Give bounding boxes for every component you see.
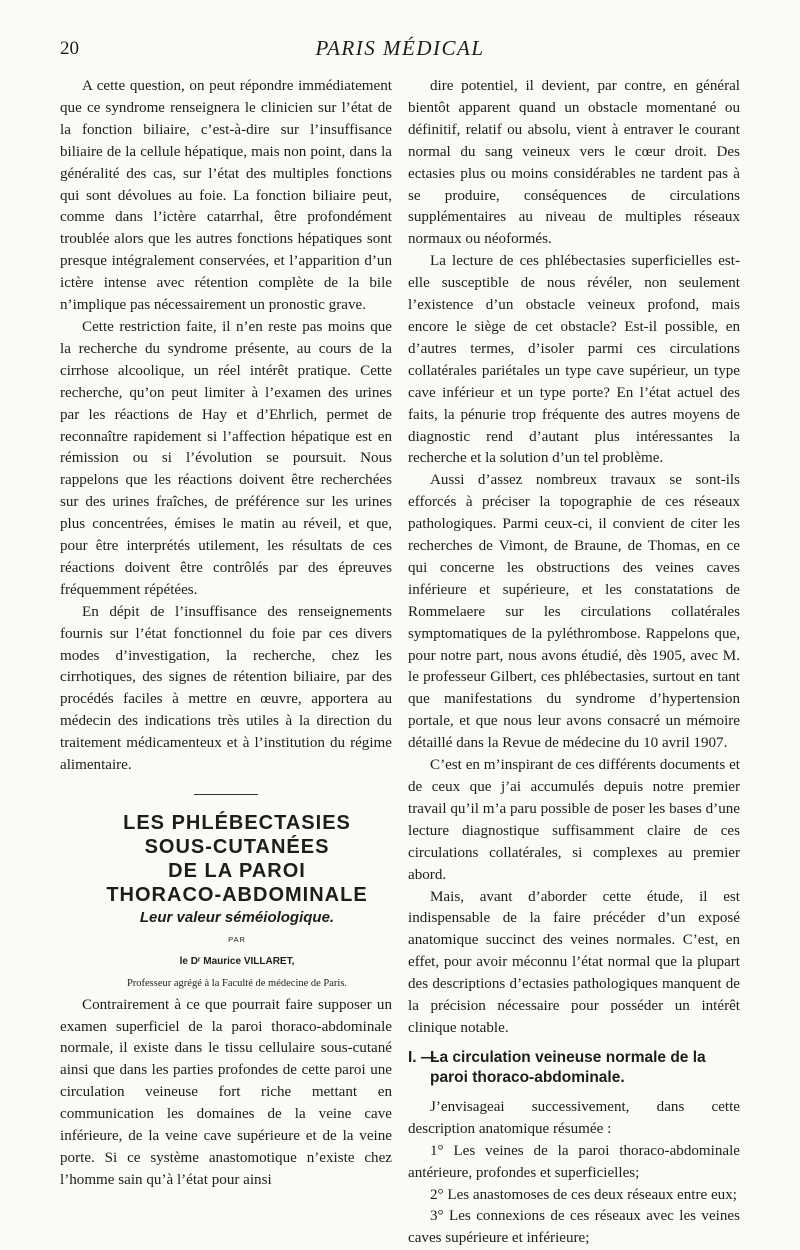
body-paragraph: En dépit de l’insuffisance des renseignements fournis sur l’état fonctionnel du foie par ces divers modes d’investigation, la recherche, chez les cirrhotiques, des signes de rétention biliaire, par des procédés faciles à mettre en œuvre, apportera au médecin des indications très utiles à la direction du traitement médicamenteux et à l’institution du régime alimentaire. <box>60 603 392 774</box>
section-number: I. — <box>408 1048 437 1066</box>
list-item: 1° Les veines de la paroi thoraco-abdominale antérieure, profondes et superficielles; <box>408 1142 740 1181</box>
author-name: le Dʳ Maurice VILLARET, <box>179 955 295 967</box>
body-paragraph: A cette question, on peut répondre immédiatement que ce syndrome renseignera le clinicien sur l’état de la fonction biliaire, c’est-à-dire sur l’insuffisance biliaire de la cellule hépatique, mais non point, dans la généralité des cas, sur l’état des multiples fonctions qui sont dévolues au foie. La fonction biliaire peut, comme dans l’ictère catarrhal, être profondément troublée alors que les autres fonctions hépatiques sont presque intégralement conservées, et l’apparition d’un ictère intense avec rétention complète de la bile n’implique pas nécessairement un pronostic grave. <box>60 78 392 314</box>
list-item: 3° Les connexions de ces réseaux avec les veines caves supérieure et inférieure; <box>408 1208 740 1247</box>
article-heading <box>60 811 392 995</box>
list-item: 2° Les anastomoses de ces deux réseaux entre eux; <box>430 1186 737 1203</box>
page-number: 20 <box>60 38 79 59</box>
running-title: PARIS MÉDICAL <box>315 36 485 60</box>
body-paragraph: dire potentiel, il devient, par contre, en général bientôt apparent quand un obstacle momentané ou définitif, relatif ou absolu, vient à entraver le courant normal du sang veineux vers le cœur droit. Des ectasies plus ou moins considérables ne tardent pas à se produire, conséquences de circulations supplémentaires au niveau de multiples réseaux normaux ou néoformés. <box>408 78 740 248</box>
left-column <box>60 76 392 1192</box>
article-title-line: SOUS-CUTANÉES <box>144 836 330 858</box>
section-title: La circulation veineuse normale de la paroi thoraco-abdominale. <box>430 1048 706 1086</box>
section-heading <box>408 1048 740 1088</box>
body-paragraph: Mais, avant d’aborder cette étude, il est indispensable de la faire précéder d’un exposé anatomique succinct des veines normales. C’est, en effet, pour avoir méconnu l’état normal que la plupart des descriptions d’ectasies pathologiques manquent de la précision nécessaire pour posséder un intérêt clinique notable. <box>408 888 740 1036</box>
article-subtitle: Leur valeur séméiologique. <box>139 909 335 926</box>
article-title-line: THORACO-ABDOMINALE <box>106 884 368 906</box>
body-paragraph: J’envisageai successivement, dans cette description anatomique résumée : <box>408 1098 740 1137</box>
byline-par: PAR <box>228 934 246 944</box>
author-affiliation: Professeur agrégé à la Faculté de médecine de Paris. <box>126 977 348 989</box>
page-header <box>0 38 800 68</box>
article-title-line: LES PHLÉBECTASIES <box>123 812 351 834</box>
article-title-line: DE LA PAROI <box>168 860 306 882</box>
separator-rule <box>194 794 258 795</box>
body-paragraph: Cette restriction faite, il n’en reste pas moins que la recherche du syndrome présente, au cours de la cirrhose alcoolique, un réel intérêt pratique. Cette recherche, qu’on peut limiter à l’examen des urines par les réactions de Hay et d’Ehrlich, permet de reconnaître rapidement si l’affection hépatique est en rémission ou si l’évolution se poursuit. Nous rappelons que les réactions doivent être recherchées sur des urines fraîches, de préférence sur les urines plus concentrées, émises le matin au réveil, et que, pour être interprétés utilement, les résultats de ces réactions doivent être contrôlés par des épreuves fréquemment répétées. <box>60 318 392 598</box>
body-paragraph: Aussi d’assez nombreux travaux se sont-ils efforcés à préciser la topographie de ces réseaux pathologiques. Parmi ceux-ci, il convient de citer les recherches de Vimont, de Braune, de Thomas, en ce qui concerne les obstructions des veines caves inférieure et supérieure, et les constatations de Rommelaere sur les circulations collatérales symptomatiques de la pyléthrombose. Rappelons que, pour notre part, nous avons étudié, dès 1905, avec M. le professeur Gilbert, ces phlébectasies, surtout en tant que manifestations du syndrome d’hypertension portale, et que nous leur avons consacré un mémoire détaillé dans la Revue de médecine du 10 avril 1907. <box>408 472 740 752</box>
body-paragraph: La lecture de ces phlébectasies superficielles est-elle susceptible de nous révéler, non seulement l’existence d’un obstacle veineux profond, mais encore le siège de cet obstacle? Est-il possible, en d’autres termes, d’isoler parmi ces circulations collatérales pariétales un type cave supérieur, un type cave inférieur et un type porte? En l’état actuel des faits, la pénurie trop fréquente des autres moyens de diagnostic rend d’autant plus intéressantes la recherche et la solution d’un tel problème. <box>408 253 740 467</box>
body-paragraph: C’est en m’inspirant de ces différents documents et de ceux que j’ai accumulés depuis notre premier travail qu’il m’a paru possible de poser les bases d’une lecture diagnostique suffisamment claire de ces circulations collatérales, si complexes au premier abord. <box>408 757 740 883</box>
body-paragraph: Contrairement à ce que pourrait faire supposer un examen superficiel de la paroi thoraco-abdominale normale, il existe dans le tissu cellulaire sous-cutané ainsi que dans les parties profondes de cette paroi une circulation veineuse fort riche mettant en communication les domaines de la veine cave inférieure, de la veine cave supérieure et de la veine porte. Si ce système anastomotique n’existe chez l’homme sain qu’à l’état pour ainsi <box>60 996 392 1188</box>
right-column <box>408 76 740 1250</box>
